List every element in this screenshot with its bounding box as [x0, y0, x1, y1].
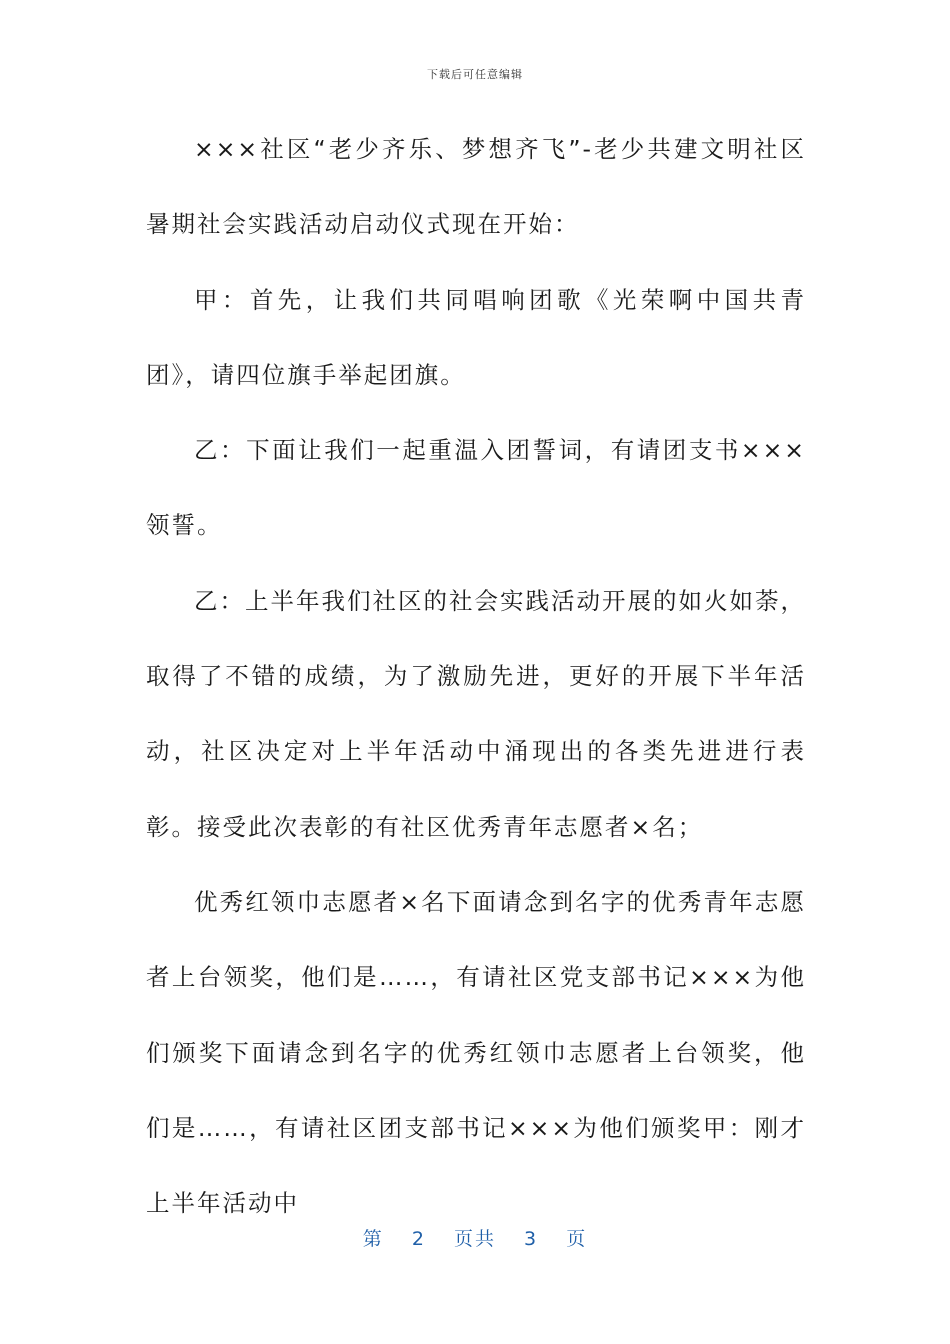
paragraph-3: 乙：下面让我们一起重温入团誓词，有请团支书×××领誓。 [146, 436, 806, 540]
footer-middle: 页共 [453, 1228, 496, 1250]
footer-suffix: 页 [566, 1228, 588, 1250]
paragraph-5: 优秀红领巾志愿者×名下面请念到名字的优秀青年志愿者上台领奖，他们是……，有请社区党支部书记×××为他们颁奖下面请念到名字的优秀红领巾志愿者上台领奖，他们是……，有请社区团支部书记×××为他们颁奖甲：刚才上半年活动中 [146, 887, 806, 1218]
header-note: 下载后可任意编辑 [427, 68, 523, 81]
paragraph-4: 乙：上半年我们社区的社会实践活动开展的如火如荼，取得了不错的成绩，为了激励先进，更好的开展下半年活动，社区决定对上半年活动中涌现出的各类先进进行表彰。接受此次表彰的有社区优秀青年志愿者×名； [146, 586, 806, 841]
paragraph-1: ×××社区“老少齐乐、梦想齐飞”-老少共建文明社区暑期社会实践活动启动仪式现在开始： [146, 135, 806, 239]
paragraph-2: 甲：首先，让我们共同唱响团歌《光荣啊中国共青团》，请四位旗手举起团旗。 [146, 285, 806, 389]
page-footer [0, 1224, 950, 1251]
document-body [146, 112, 806, 1241]
footer-total-pages: 3 [524, 1228, 539, 1250]
footer-prefix: 第 [362, 1228, 384, 1250]
footer-current-page: 2 [411, 1228, 426, 1250]
